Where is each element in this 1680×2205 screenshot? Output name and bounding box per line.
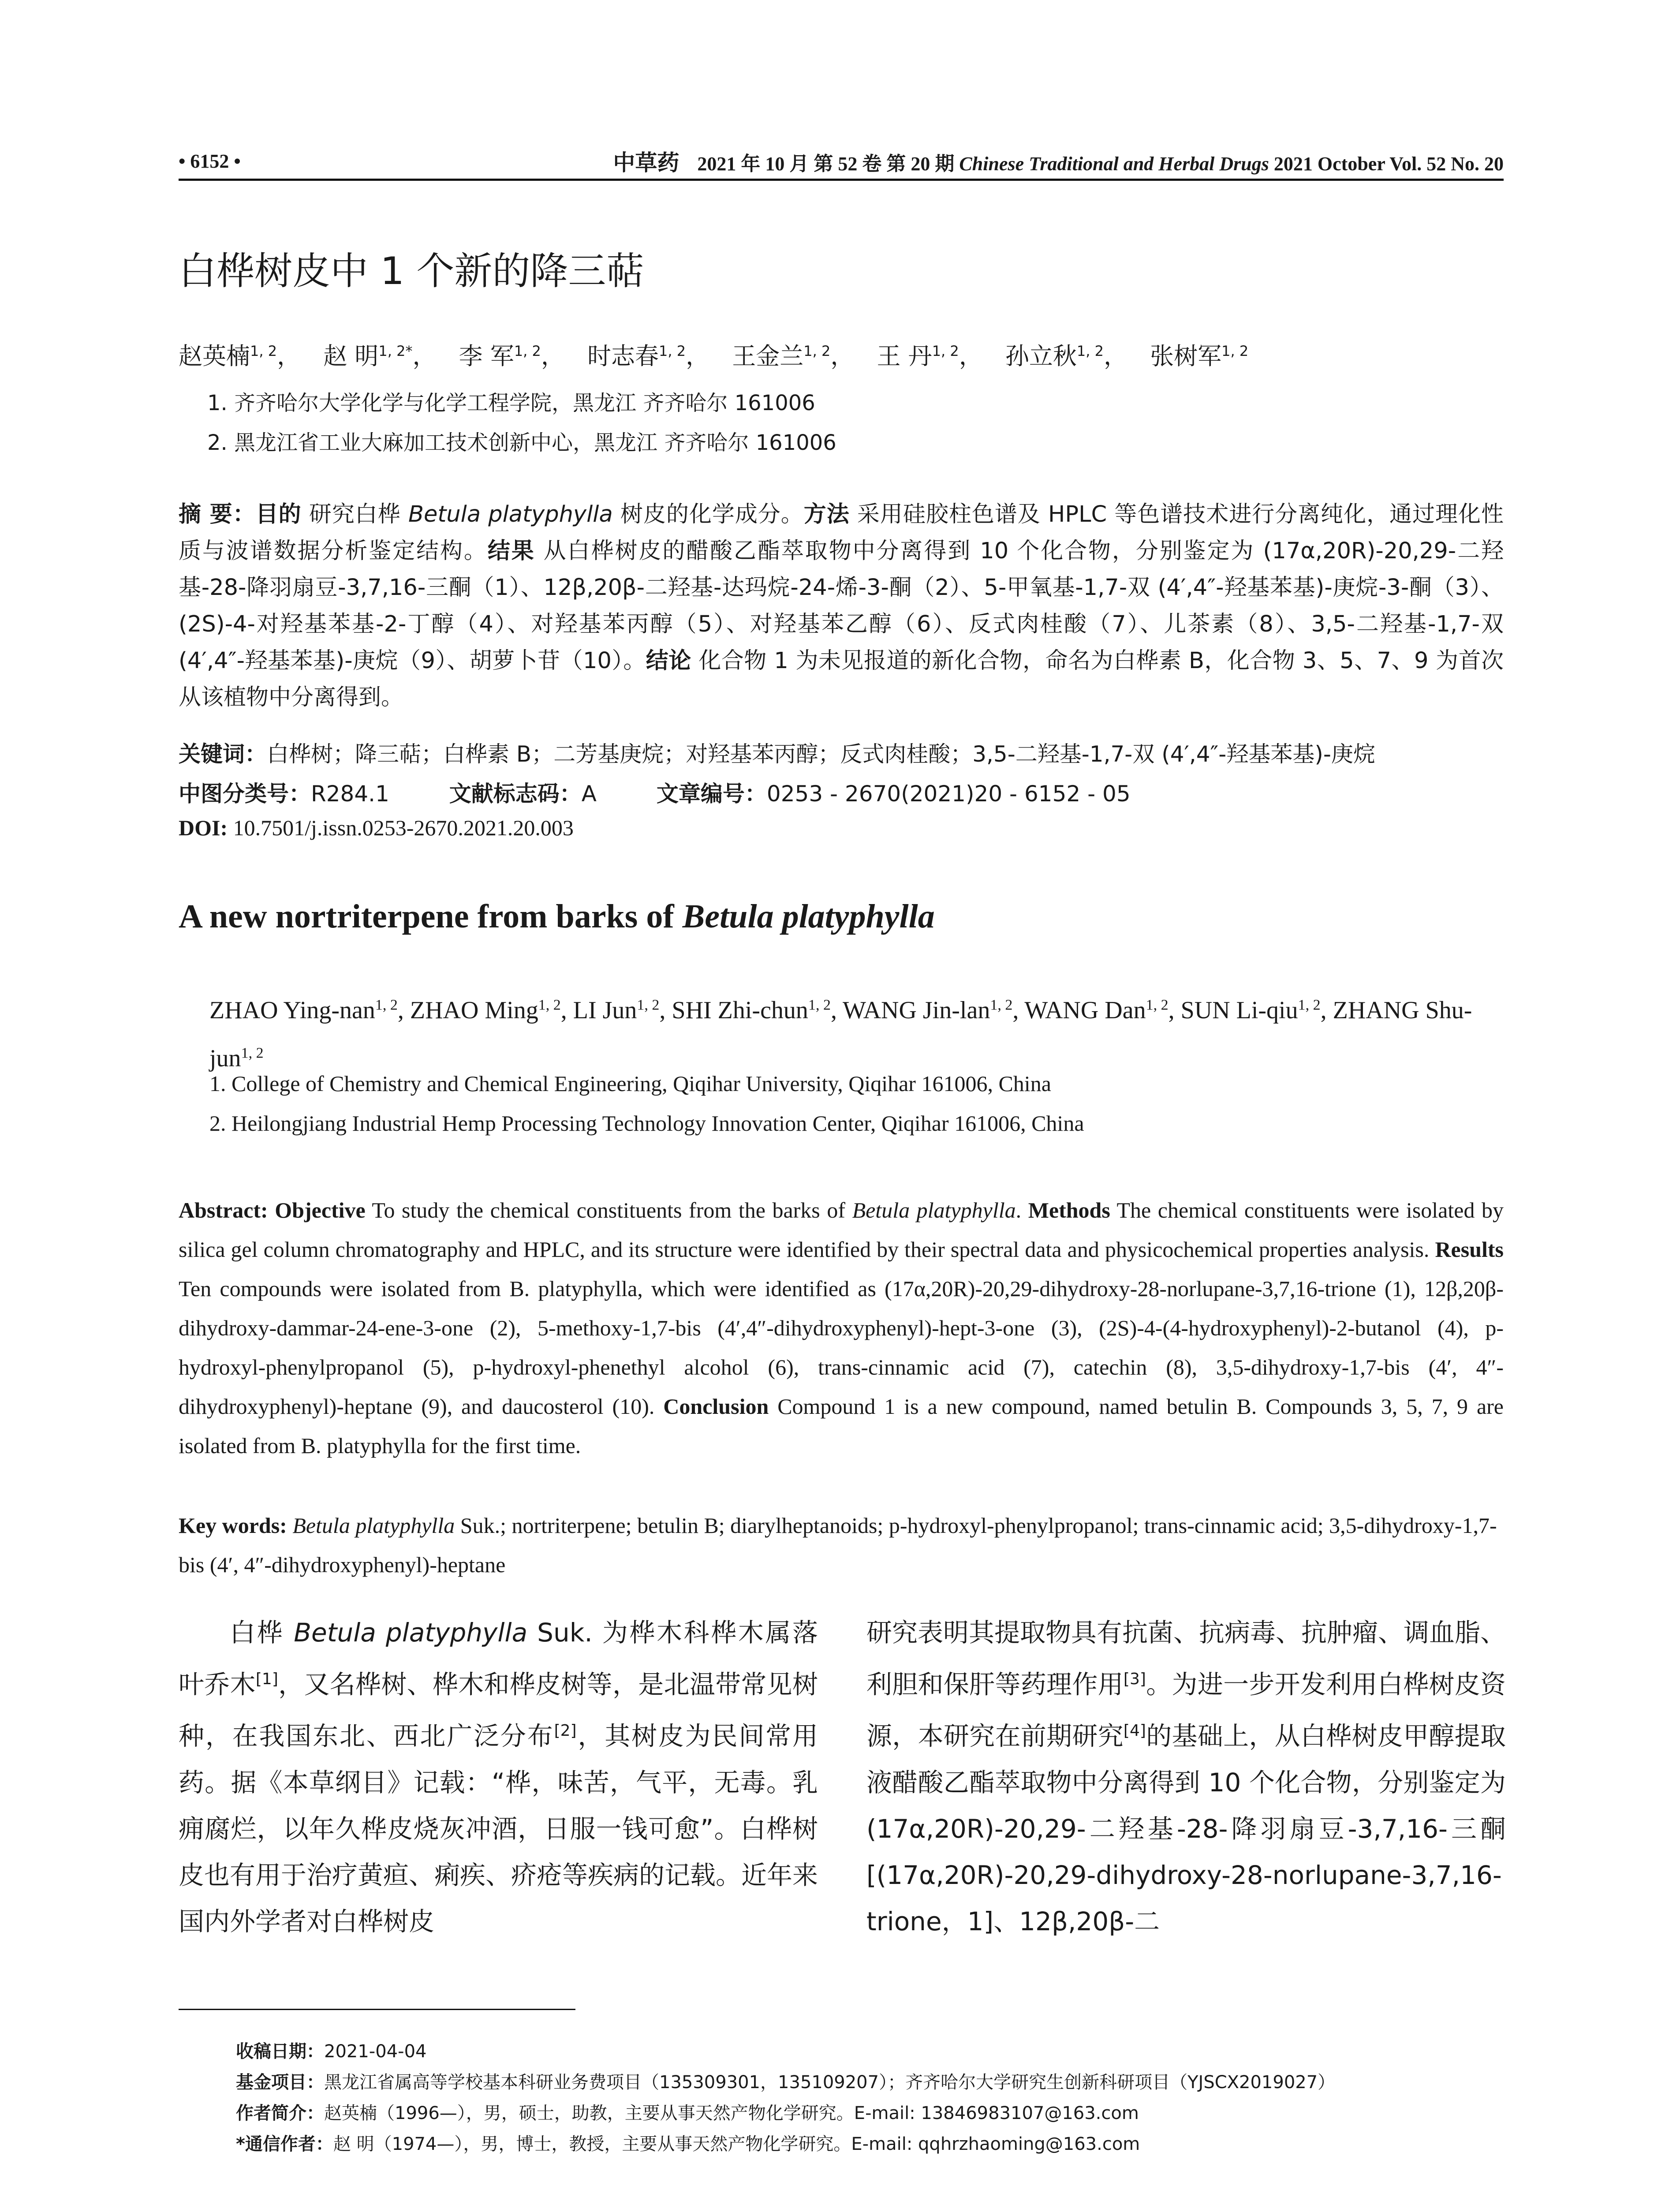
- journal-name-en: Chinese Traditional and Herbal Drugs: [959, 153, 1269, 175]
- footnote-corresponding: *通信作者：赵 明（1974—），男，博士，教授，主要从事天然产物化学研究。E-mail: qqhrzhaoming@163.com: [236, 2134, 1140, 2154]
- cn-keywords: [179, 736, 1504, 768]
- en-objective-text: To study the chemical constituents from the barks of: [365, 1198, 852, 1222]
- cn-author-list: [179, 337, 1504, 371]
- en-author: ZHAO Ying-nan$^{1, 2}$,: [209, 996, 410, 1024]
- cn-abstract: [179, 496, 1504, 716]
- citation-3[interactable]: [3]: [1123, 1670, 1146, 1688]
- en-title: [179, 897, 935, 936]
- cn-title: 白桦树皮中 1 个新的降三萜: [179, 249, 644, 293]
- citation-2[interactable]: [2]: [554, 1722, 577, 1740]
- cn-objective-text-end: 树皮的化学成分。: [612, 501, 804, 527]
- footnote-rule: [179, 2009, 575, 2010]
- body-text: 研究表明其提取物具有抗菌、抗病毒、抗肿瘤、调血脂、利胆和保肝等药理作用: [866, 1618, 1506, 1700]
- en-conclusion-label: Conclusion: [663, 1394, 769, 1419]
- cn-author: 李 军$^{1, 2}$，: [459, 342, 565, 370]
- cn-conclusion-text: 化合物 1 为未见报道的新化合物，命名为白桦素 B，化合物 3、5、7、9 为首次从该植物中分离得到。: [179, 648, 1504, 710]
- en-results-text: Ten compounds were isolated from B. platyphylla, which were identified as (17α,20R)-20,29-dihydroxy-28-norlupane-3,7,16-trione (1), 12β,20β-dihydroxy-dammar-24-ene-3-one (2), 5-methoxy-1,7-bis (4′,4″-dihydroxyphenyl)-hept-3-one (3), (2S)-4-(4-hydroxyphenyl)-2-butanol (4), p-hydroxyl-phenylpropanol (5), p-hydroxyl-phenethyl alcohol (6), trans-cinnamic acid (7), catechin (8), 3,5-dihydroxy-1,7-bis (4′, 4″-dihydroxyphenyl)-heptane (9), and daucosterol (10).: [179, 1276, 1504, 1419]
- clc-label: 中图分类号：: [179, 781, 311, 807]
- cn-author: 张树军$^{1, 2}$: [1150, 342, 1249, 370]
- en-keywords-text: Suk.; nortriterpene; betulin B; diarylheptanoids; p-hydroxyl-phenylpropanol; trans-cinnamic acid; 3,5-dihydroxy-1,7-bis (4′, 4″-dihydroxyphenyl)-heptane: [179, 1513, 1497, 1577]
- en-conclusion-text: Compound 1 is a new compound, named betulin B. Compounds 3, 5, 7, 9 are isolated from B. platyphylla for the first time.: [179, 1394, 1504, 1458]
- en-author-list: [209, 983, 1504, 1080]
- footnote-author: 作者简介：赵英楠（1996—），男，硕士，助教，主要从事天然产物化学研究。E-mail: 13846983107@163.com: [236, 2103, 1139, 2123]
- en-abstract-label: Abstract: Objective: [179, 1198, 366, 1222]
- classification-line: [179, 776, 1183, 808]
- footnote-received: 收稿日期：2021-04-04: [236, 2041, 427, 2062]
- body-column-right: [866, 1610, 1506, 1945]
- en-affiliation-1: 1. College of Chemistry and Chemical Engineering, Qiqihar University, Qiqihar 161006, China: [209, 1071, 1051, 1096]
- cn-author: 赵 明$^{1, 2*}$，: [323, 342, 437, 370]
- doi-label: DOI:: [179, 815, 228, 840]
- en-author: LI Jun$^{1, 2}$,: [573, 996, 672, 1024]
- cn-affiliation-1: 1. 齐齐哈尔大学化学与化学工程学院，黑龙江 齐齐哈尔 161006: [207, 391, 815, 415]
- en-author: WANG Jin-lan$^{1, 2}$,: [842, 996, 1025, 1024]
- body-text: 的基础上，从白桦树皮甲醇提取液醋酸乙酯萃取物中分离得到 10 个化合物，分别鉴定为 (17α,20R)-20,29-二羟基-28-降羽扇豆-3,7,16-三酮 [(17α,20R)-20,29-dihydroxy-28-norlupane-3,7,16-trione，1]、12β,20β-二: [866, 1721, 1506, 1936]
- en-author: ZHANG Shu-jun$^{1, 2}$: [209, 996, 1472, 1073]
- en-species-name: Betula platyphylla: [852, 1198, 1016, 1222]
- cn-results-text: 从白桦树皮的醋酸乙酯萃取物中分离得到 10 个化合物，分别鉴定为 (17α,20R)-20,29-二羟基-28-降羽扇豆-3,7,16-三酮（1）、12β,20β-二羟基-达玛烷-24-烯-3-酮（2）、5-甲氧基-1,7-双 (4′,4″-羟基苯基)-庚烷-3-酮（3）、(2S)-4-对羟基苯基-2-丁醇（4）、对羟基苯丙醇（5）、对羟基苯乙醇（6）、反式肉桂酸（7）、儿茶素（8）、3,5-二羟基-1,7-双 (4′,4″-羟基苯基)-庚烷（9）、胡萝卜苷（10）。: [179, 538, 1504, 674]
- body-text: 。为进一步开发利用白桦树皮资源，本研究在前期研究: [866, 1669, 1506, 1751]
- cn-author: 时志春$^{1, 2}$，: [587, 342, 710, 370]
- cn-conclusion-label: 结论: [646, 648, 691, 674]
- header-rule: [179, 179, 1504, 181]
- body-text: ，又名桦树、桦木和桦皮树等，是北温带常见树种，在我国东北、西北广泛分布: [179, 1669, 818, 1751]
- cn-author: 孙立秋$^{1, 2}$，: [1005, 342, 1127, 370]
- cn-results-label: 结果: [487, 538, 535, 564]
- en-methods-label: Methods: [1028, 1198, 1110, 1222]
- cn-methods-label: 方法: [803, 501, 850, 527]
- clc-value: R284.1: [311, 781, 389, 807]
- body-text: 白桦: [230, 1618, 294, 1648]
- cn-species-name: Betula platyphylla: [408, 501, 613, 527]
- en-abstract: Abstract: Objective To study the chemical constituents from the barks of Betula platyphylla. Methods The chemical constituents were isolated by silica gel column chromatography and HPLC, and its structure were identified by their spectral data and physicochemical properties analysis. Results Ten compounds were isolated from B. platyphylla, which were identified as (17α,20R)-20,29-dihydroxy-28-norlupane-3,7,16-trione (1), 12β,20β-dihydroxy-dammar-24-ene-3-one (2), 5-methoxy-1,7-bis (4′,4″-dihydroxyphenyl)-hept-3-one (3), (2S)-4-(4-hydroxyphenyl)-2-butanol (4), p-hydroxyl-phenylpropanol (5), p-hydroxyl-phenethyl alcohol (6), trans-cinnamic acid (7), catechin (8), 3,5-dihydroxy-1,7-bis (4′, 4″-dihydroxyphenyl)-heptane (9), and daucosterol (10). Conclusion Compound 1 is a new compound, named betulin B. Compounds 3, 5, 7, 9 are isolated from B. platyphylla for the first time.: [179, 1198, 1504, 1458]
- page-number: • 6152 •: [179, 150, 241, 172]
- citation-1[interactable]: [1]: [255, 1670, 278, 1688]
- cn-author: 赵英楠$^{1, 2}$，: [179, 342, 301, 370]
- issue-cn: 2021 年 10 月 第 52 卷 第 20 期: [697, 153, 955, 175]
- cn-keywords-label: 关键词：: [179, 741, 267, 767]
- doi-line: [179, 815, 574, 841]
- en-results-label: Results: [1435, 1237, 1504, 1262]
- body-species: Betula platyphylla: [294, 1618, 528, 1648]
- cn-objective-text: 研究白桦: [301, 501, 408, 527]
- cn-objective-label: 目的: [255, 501, 302, 527]
- en-keywords-label: Key words:: [179, 1513, 287, 1538]
- footnote-fund: 基金项目：黑龙江省属高等学校基本科研业务费项目（135309301，135109207）；齐齐哈尔大学研究生创新科研项目（YJSCX2019027）: [236, 2072, 1336, 2093]
- journal-name-cn: 中草药: [613, 150, 679, 175]
- cn-author: 王 丹$^{1, 2}$，: [877, 342, 983, 370]
- en-keywords-species: Betula platyphylla: [292, 1513, 455, 1538]
- en-author: ZHAO Ming$^{1, 2}$,: [410, 996, 573, 1024]
- article-no-label: 文章编号：: [656, 781, 767, 807]
- cn-affiliation-2: 2. 黑龙江省工业大麻加工技术创新中心，黑龙江 齐齐哈尔 161006: [207, 430, 836, 455]
- en-keywords: [179, 1506, 1504, 1585]
- en-author: WANG Dan$^{1, 2}$,: [1024, 996, 1181, 1024]
- cn-methods-text: 采用硅胶柱色谱及 HPLC 等色谱技术进行分离纯化，通过理化性质与波谱数据分析鉴定结构。: [179, 501, 1504, 564]
- cn-abstract-label: 摘 要：: [179, 501, 256, 527]
- body-column-left: [179, 1610, 818, 1945]
- citation-4[interactable]: [4]: [1123, 1722, 1146, 1740]
- cn-author: 王金兰$^{1, 2}$，: [732, 342, 855, 370]
- en-methods-text: The chemical constituents were isolated by silica gel column chromatography and HPLC, and its structure were identified by their spectral data and physicochemical properties analysis.: [179, 1198, 1504, 1262]
- en-title-text: A new nortriterpene from barks of: [179, 898, 683, 935]
- issue-en: 2021 October Vol. 52 No. 20: [1273, 153, 1504, 175]
- en-affiliation-2: 2. Heilongjiang Industrial Hemp Processing Technology Innovation Center, Qiqihar 161006, China: [209, 1111, 1084, 1136]
- journal-info: [267, 145, 1504, 177]
- article-no-value: 0253 - 2670(2021)20 - 6152 - 05: [766, 781, 1131, 807]
- en-author: SHI Zhi-chun$^{1, 2}$,: [672, 996, 843, 1024]
- doc-code-label: 文献标志码：: [449, 781, 582, 807]
- cn-keywords-text: 白桦树；降三萜；白桦素 B；二芳基庚烷；对羟基苯丙醇；反式肉桂酸；3,5-二羟基-1,7-双 (4′,4″-羟基苯基)-庚烷: [267, 741, 1375, 767]
- body-text: ，其树皮为民间常用药。据《本草纲目》记载：“桦，味苦，气平，无毒。乳痈腐烂，以年久桦皮烧灰冲酒，日服一钱可愈”。白桦树皮也有用于治疗黄疸、痢疾、疥疮等疾病的记载。近年来国内外学者对白桦树皮: [179, 1721, 818, 1936]
- doc-code-value: A: [581, 781, 597, 807]
- running-header: [179, 143, 1504, 179]
- en-title-species: Betula platyphylla: [682, 898, 935, 935]
- body-text: Suk. 为桦木科桦木属落叶乔木: [179, 1618, 818, 1700]
- doi-link[interactable]: 10.7501/j.issn.0253-2670.2021.20.003: [233, 815, 574, 840]
- en-author: SUN Li-qiu$^{1, 2}$,: [1180, 996, 1333, 1024]
